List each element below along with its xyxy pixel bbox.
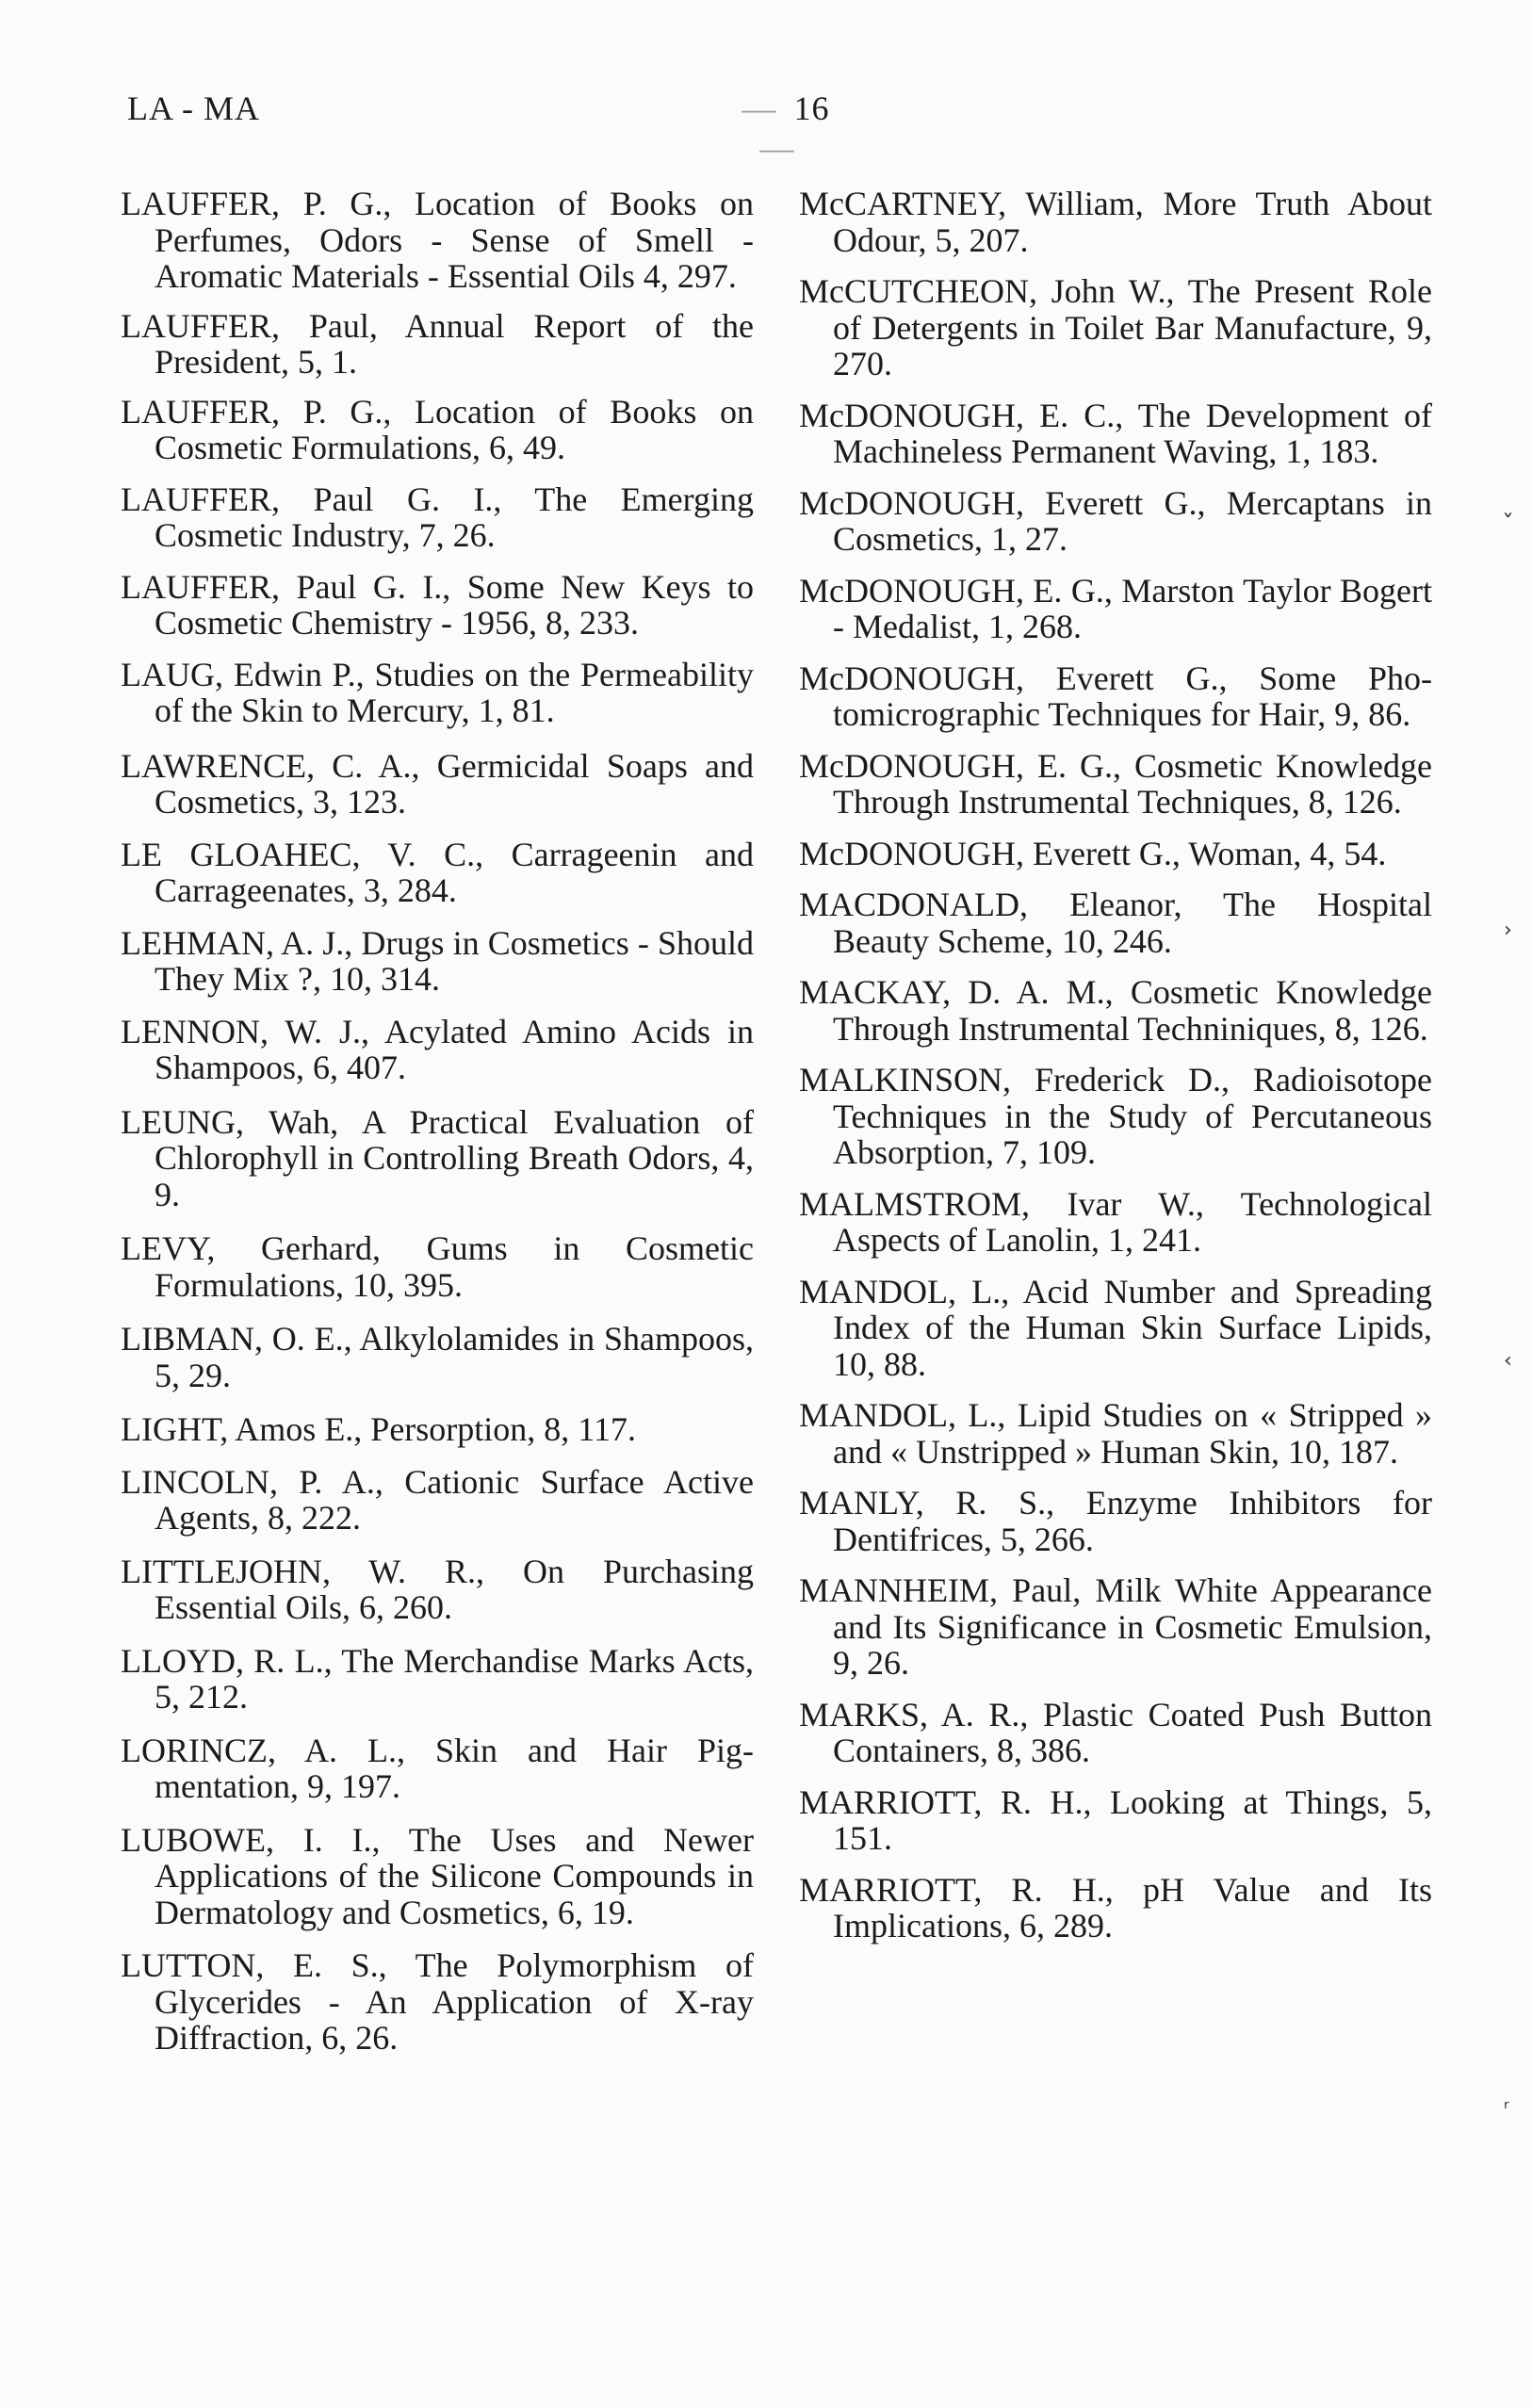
index-entry: LIGHT, Amos E., Persorption, 8, 117. — [121, 1410, 636, 1448]
index-entry: LUBOWE, I. I., The Uses and Newer Applications of the Silicone Compounds in Dermatology and Cosmetics, 6, 19. — [121, 1820, 754, 1931]
index-entry: McDONOUGH, Everett G., Mercaptans in Cosmetics, 1, 27. — [799, 483, 1432, 558]
index-entry: LUTTON, E. S., The Polymorphism of Glycerides - An Application of X-ray Diffraction, 6, 26. — [121, 1946, 754, 2057]
index-entry: MANDOL, L., Acid Number and Spreading Index of the Human Skin Surface Lipids, 10, 88. — [799, 1272, 1432, 1383]
margin-speck: ‹ — [1504, 1349, 1512, 1373]
index-column-right — [799, 186, 1432, 1944]
index-entry: LAWRENCE, C. A., Germicidal Soaps and Cosmetics, 3, 123. — [121, 746, 754, 821]
index-entry: MACKAY, D. A. M., Cosmetic Knowledge Through Instrumental Techniniques, 8, 126. — [799, 973, 1432, 1048]
index-entry: MARRIOTT, R. H., pH Value and Its Implications, 6, 289. — [799, 1870, 1432, 1944]
index-entry: McDONOUGH, E. G., Marston Taylor Bogert - Medalist, 1, 268. — [799, 571, 1432, 645]
index-entry: LENNON, W. J., Acylated Amino Acids in Shampoos, 6, 407. — [121, 1012, 754, 1086]
margin-speck: ˇ — [1502, 511, 1514, 539]
index-entry: MANDOL, L., Lipid Studies on « Stripped » and « Unstripped » Human Skin, 10, 187. — [799, 1396, 1432, 1471]
index-entry: LAUFFER, P. G., Location of Books on Cosmetic Formulations, 6, 49. — [121, 392, 754, 466]
index-entry: LEVY, Gerhard, Gums in Cosmetic Formulations, 10, 395. — [121, 1229, 754, 1304]
page-number-header — [697, 89, 857, 168]
index-entry: MANNHEIM, Paul, Milk White Appearance and Its Significance in Cosmetic Emulsion, 9, 26. — [799, 1571, 1432, 1682]
index-entry: MARRIOTT, R. H., Looking at Things, 5, 151. — [799, 1782, 1432, 1857]
index-entry: LEHMAN, A. J., Drugs in Cosmetics - Should They Mix ?, 10, 314. — [121, 923, 754, 998]
index-entry: LAUFFER, Paul, Annual Report of the President, 5, 1. — [121, 306, 754, 381]
index-entry: McDONOUGH, E. G., Cosmetic Knowledge Through Instrumental Techniques, 8, 126. — [799, 746, 1432, 821]
index-entry: LE GLOAHEC, V. C., Carrageenin and Carrageenates, 3, 284. — [121, 835, 754, 909]
index-entry: McDONOUGH, Everett G., Woman, 4, 54. — [799, 834, 1387, 872]
index-entry: MALMSTROM, Ivar W., Technological Aspects of Lanolin, 1, 241. — [799, 1184, 1432, 1259]
margin-speck: ʳ — [1504, 2097, 1509, 2121]
index-entry: MALKINSON, Frederick D., Radioisotope Techniques in the Study of Percutaneous Absorption, 7, 109. — [799, 1061, 1432, 1171]
index-entry: LORINCZ, A. L., Skin and Hair Pigmentation, 9, 197. — [121, 1731, 754, 1805]
index-entry: LAUFFER, Paul G. I., Some New Keys to Cosmetic Chemistry - 1956, 8, 233. — [121, 567, 754, 642]
margin-speck: › — [1504, 919, 1512, 942]
index-entry: LAUG, Edwin P., Studies on the Permeability of the Skin to Mercury, 1, 81. — [121, 655, 754, 729]
index-entry: MARKS, A. R., Plastic Coated Push Button Containers, 8, 386. — [799, 1695, 1432, 1769]
index-entry: LAUFFER, P. G., Location of Books on Perfumes, Odors - Sense of Smell - Aromatic Materials - Essential Oils 4, 297. — [121, 185, 754, 295]
index-column-left — [121, 186, 754, 2057]
index-entry: LIBMAN, O. E., Alkylolamides in Shampoos, 5, 29. — [121, 1320, 754, 1394]
index-entry: McDONOUGH, E. C., The Development of Machineless Permanent Waving, 1, 183. — [799, 396, 1432, 470]
header-dash-left: — — [742, 89, 777, 127]
index-entry: LEUNG, Wah, A Practical Evaluation of Chlorophyll in Controlling Breath Odors, 4, 9. — [121, 1102, 754, 1213]
index-entry: McCARTNEY, William, More Truth About Odour, 5, 207. — [799, 185, 1432, 259]
index-entry: MANLY, R. S., Enzyme Inhibitors for Dentifrices, 5, 266. — [799, 1484, 1432, 1558]
index-entry: LITTLEJOHN, W. R., On Purchasing Essential Oils, 6, 260. — [121, 1552, 754, 1626]
running-header-section: LA - MA — [127, 89, 260, 127]
index-entry: LLOYD, R. L., The Merchandise Marks Acts, 5, 212. — [121, 1641, 754, 1716]
page-number: 16 — [793, 89, 830, 127]
index-entry: LAUFFER, Paul G. I., The Emerging Cosmetic Industry, 7, 26. — [121, 480, 754, 554]
index-entry: McCUTCHEON, John W., The Present Role of Detergents in Toilet Bar Manufacture, 9, 270. — [799, 272, 1432, 382]
index-entry: LINCOLN, P. A., Cationic Surface Active Agents, 8, 222. — [121, 1462, 754, 1537]
index-entry: MACDONALD, Eleanor, The Hospital Beauty Scheme, 10, 246. — [799, 886, 1432, 960]
header-dash-right: — — [759, 129, 795, 167]
index-entry: McDONOUGH, Everett G., Some Photomicrographic Techniques for Hair, 9, 86. — [799, 659, 1432, 733]
